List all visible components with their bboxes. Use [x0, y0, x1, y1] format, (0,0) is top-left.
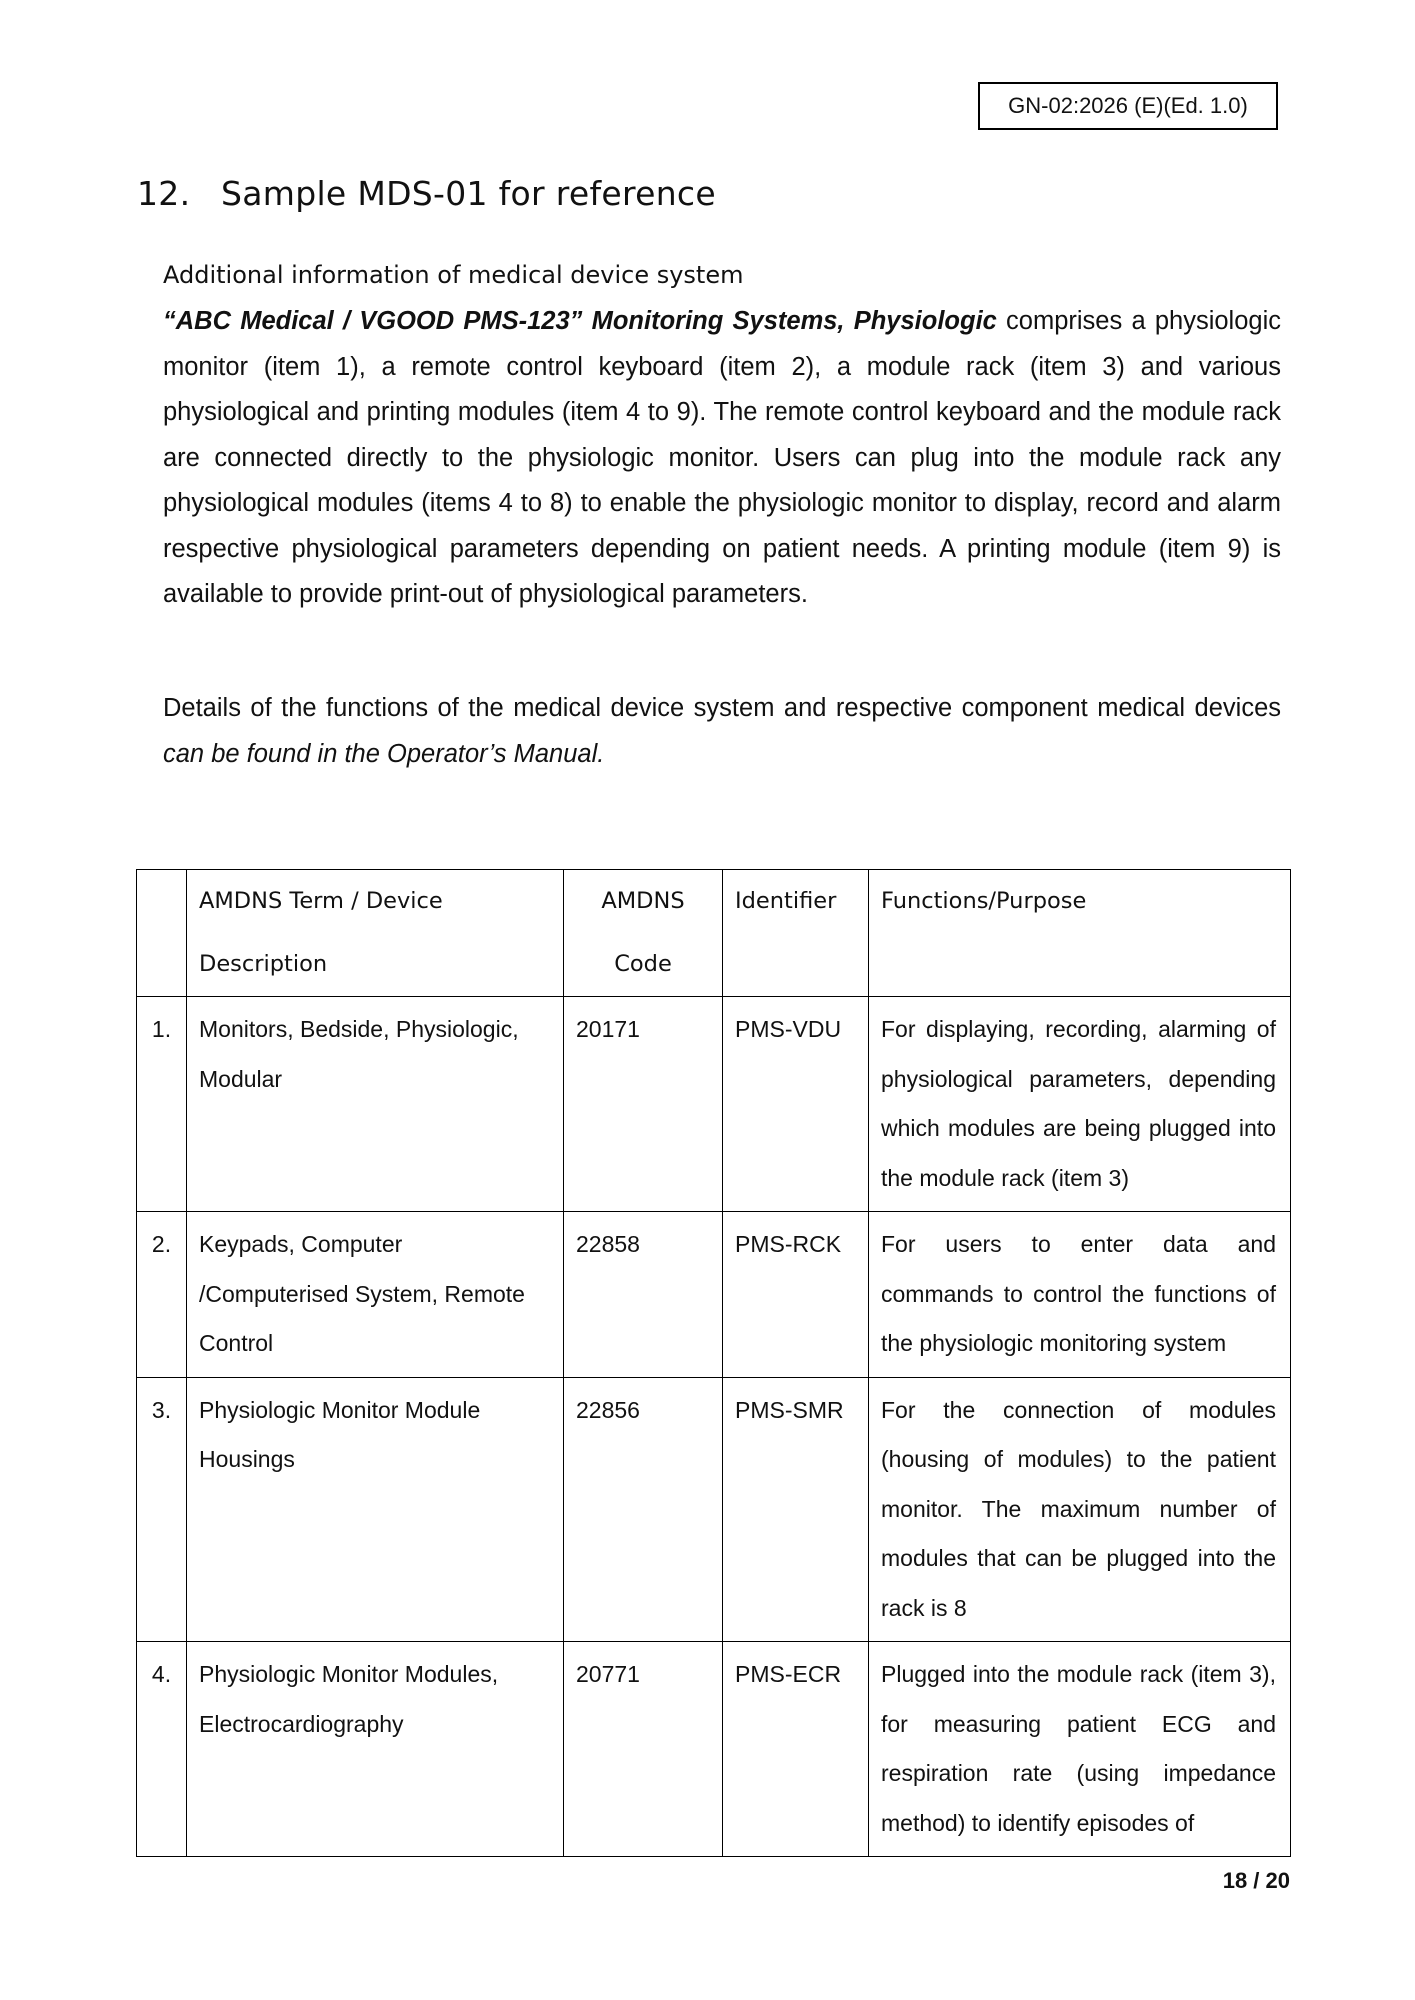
subheading: Additional information of medical device system [163, 261, 744, 289]
description-text: comprises a physiologic monitor (item 1), a remote control keyboard (item 2), a module rack (item 3) and various physiological and printing modules (item 4 to 9). The remote control keyboard and the module rack are connected directly to the physiologic monitor. Users can plug into the module rack any physiological modules (items 4 to 8) to enable the physiologic monitor to display, record and alarm respective physiological parameters depending on patient needs. A printing module (item 9) is available to provide print-out of physiological parameters. [163, 307, 1281, 608]
header-code-line2: Code [614, 951, 672, 977]
row-number: 1. [137, 997, 187, 1212]
header-term [187, 870, 564, 997]
header-function: Functions/Purpose [869, 870, 1291, 997]
row-term: Physiologic Monitor Module Housings [187, 1377, 564, 1642]
table-row [137, 997, 1291, 1212]
row-code: 22858 [564, 1212, 723, 1378]
row-identifier: PMS-SMR [723, 1377, 869, 1642]
page-number: 18 / 20 [1222, 1868, 1290, 1893]
row-number: 2. [137, 1212, 187, 1378]
header-term-line2: Description [199, 951, 328, 977]
table-row [137, 1642, 1291, 1857]
details-paragraph [163, 686, 1281, 777]
header-identifier: Identifier [723, 870, 869, 997]
row-term: Physiologic Monitor Modules, Electrocardiography [187, 1642, 564, 1857]
row-number: 3. [137, 1377, 187, 1642]
row-identifier: PMS-VDU [723, 997, 869, 1212]
table-row [137, 1377, 1291, 1642]
section-title-text: Sample MDS-01 for reference [221, 174, 716, 213]
row-identifier: PMS-RCK [723, 1212, 869, 1378]
row-function: Plugged into the module rack (item 3), for measuring patient ECG and respiration rate (using impedance method) to identify episodes of [869, 1642, 1291, 1857]
details-text: Details of the functions of the medical device system and respective component medical devices [163, 694, 1281, 722]
table-header-row [137, 870, 1291, 997]
row-identifier: PMS-ECR [723, 1642, 869, 1857]
row-function: For users to enter data and commands to control the functions of the physiologic monitoring system [869, 1212, 1291, 1378]
row-function: For the connection of modules (housing of modules) to the patient monitor. The maximum number of modules that can be plugged into the rack is 8 [869, 1377, 1291, 1642]
system-name: “ABC Medical / VGOOD PMS-123” Monitoring Systems, Physiologic [163, 307, 997, 335]
details-italic-text: can be found in the Operator’s Manual. [163, 739, 605, 768]
header-num [137, 870, 187, 997]
device-table [136, 869, 1291, 1857]
header-code-line1: AMDNS [601, 888, 685, 914]
row-function: For displaying, recording, alarming of physiological parameters, depending which modules are being plugged into the module rack (item 3) [869, 997, 1291, 1212]
row-code: 20171 [564, 997, 723, 1212]
row-term: Monitors, Bedside, Physiologic, Modular [187, 997, 564, 1212]
section-number: 12. [137, 174, 191, 213]
document-code-box: GN-02:2026 (E)(Ed. 1.0) [978, 82, 1278, 130]
row-code: 20771 [564, 1642, 723, 1857]
description-paragraph [163, 299, 1281, 618]
row-number: 4. [137, 1642, 187, 1857]
row-term: Keypads, Computer /Computerised System, Remote Control [187, 1212, 564, 1378]
section-title [137, 170, 716, 218]
header-term-line1: AMDNS Term / Device [199, 888, 443, 914]
table-row [137, 1212, 1291, 1378]
header-code [564, 870, 723, 997]
row-code: 22856 [564, 1377, 723, 1642]
